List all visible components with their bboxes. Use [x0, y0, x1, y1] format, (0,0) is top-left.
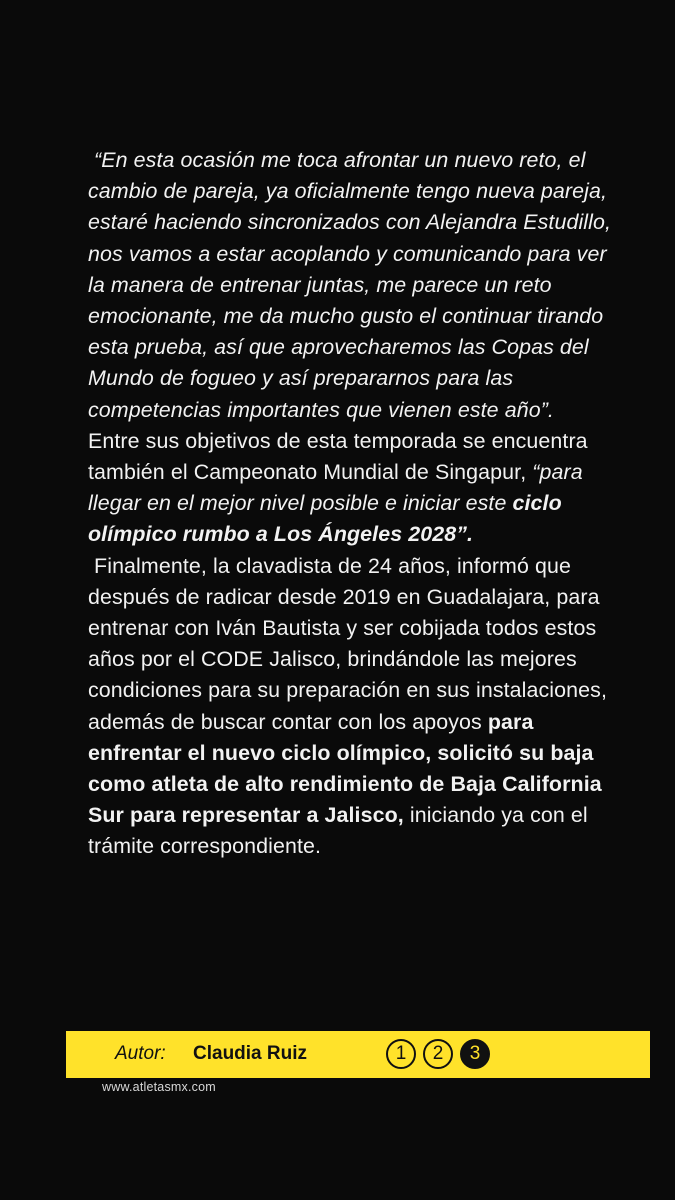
quote-text: “En esta ocasión me toca afrontar un nuevo reto, el cambio de pareja, ya oficialmente tengo nueva pareja, estaré haciendo sincronizados con Alejandra Estudillo, nos vamos a estar acoplando y comunicando para ver la manera de entrenar juntas, me parece un reto emocionante, me da mucho gusto el continuar tirando esta prueba, así que aprovecharemos las Copas del Mundo de fogueo y así prepararnos para las competencias importantes que vienen este año”.: [88, 148, 612, 422]
final-end-text: iniciando ya con el trámite correspondiente.: [88, 803, 588, 859]
article-body: [88, 145, 628, 863]
author-label: Autor:: [115, 1043, 166, 1064]
page-1-button[interactable]: 1: [386, 1039, 416, 1069]
objectives-quote: “para llegar en el mejor nivel posible e iniciar este: [88, 460, 583, 516]
paragraph-final: [88, 551, 628, 863]
objectives-quote-bold: ciclo olímpico rumbo a Los Ángeles 2028”.: [88, 491, 562, 547]
athlete-quote: [88, 145, 628, 426]
page-indicator: [386, 1039, 490, 1069]
final-bold-text: para enfrentar el nuevo ciclo olímpico, solicitó su baja como atleta de alto rendimiento de Baja California Sur para representar a Jalisco,: [88, 709, 602, 828]
paragraph-objectives: [88, 426, 628, 551]
page-2-button[interactable]: 2: [423, 1039, 453, 1069]
author-bar: [66, 1031, 650, 1078]
page-3-button[interactable]: 3: [460, 1039, 490, 1069]
final-text: Finalmente, la clavadista de 24 años, informó que después de radicar desde 2019 en Guadalajara, para entrenar con Iván Bautista y ser cobijada todos estos años por el CODE Jalisco, brindándole las mejores condiciones para su preparación en sus instalaciones, además de buscar contar con los apoyos: [88, 553, 607, 734]
objectives-text: Entre sus objetivos de esta temporada se encuentra también el Campeonato Mundial de Singapur,: [88, 428, 588, 485]
site-url: www.atletasmx.com: [102, 1080, 216, 1094]
author-name: Claudia Ruiz: [193, 1043, 308, 1064]
